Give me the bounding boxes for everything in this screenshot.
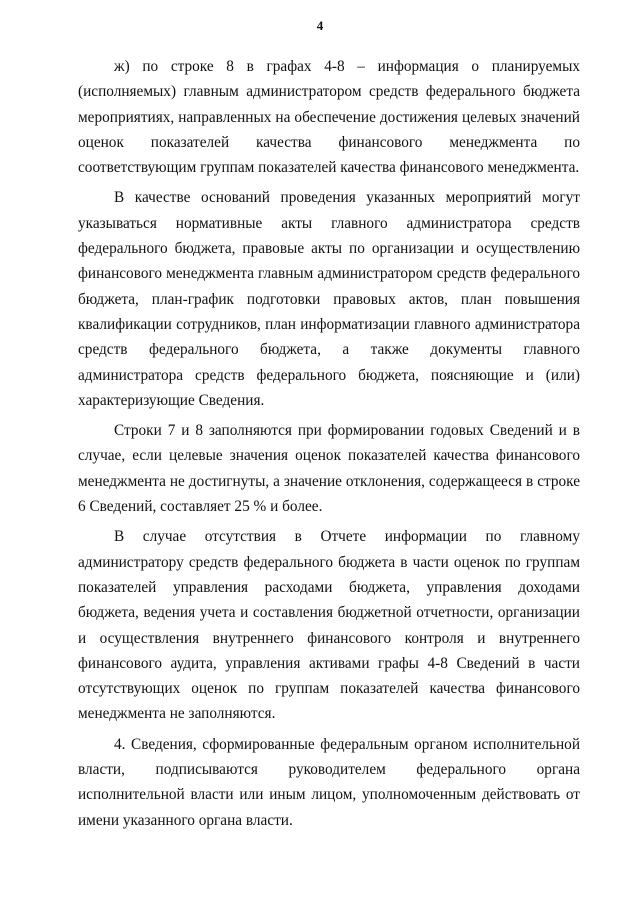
paragraph-absence-case: В случае отсутствия в Отчете информации по главному администратору средств федерального бюджета в части оценок по группам показателей управления расходами бюджета, управления доходами бюджета, ведения учета и составления бюджетной отчетности, организации и осуществления внутреннего финансового контроля и внутреннего финансового аудита, управления активами графы 4-8 Сведений в части отсутствующих оценок по группам показателей качества финансового менеджмента не заполняются. (78, 528, 580, 723)
paragraph-item-zh: ж) по строке 8 в графах 4-8 – информация о планируемых (исполняемых) главным администратором средств федерального бюджета мероприятиях, направленных на обеспечение достижения целевых значений оценок показателей качества финансового менеджмента по соответствующим группам показателей качества финансового менеджмента. (78, 58, 580, 177)
page-number: 4 (316, 18, 324, 33)
paragraph-rows-7-8: Строки 7 и 8 заполняются при формировании годовых Сведений и в случае, если целевые значения оценок показателей качества финансового менеджмента не достигнуты, а значение отклонения, содержащееся в строке 6 Сведений, составляет 25 % и более. (78, 422, 580, 516)
paragraph-item-4-signing: 4. Сведения, сформированные федеральным органом исполнительной власти, подписываются руководителем федерального органа исполнительной власти или иным лицом, уполномоченным действовать от имени указанного органа власти. (78, 735, 580, 829)
paragraph-grounds: В качестве оснований проведения указанных мероприятий могут указываться нормативные акты главного администратора средств федерального бюджета, правовые акты по организации и осуществлению финансового менеджмента главным администратором средств федерального бюджета, план-график подготовки правовых актов, план повышения квалификации сотрудников, план информатизации главного администратора средств федерального бюджета, а также документы главного администратора средств федерального бюджета, поясняющие и (или) характеризующие Сведения. (78, 189, 580, 409)
document-body (78, 54, 580, 833)
